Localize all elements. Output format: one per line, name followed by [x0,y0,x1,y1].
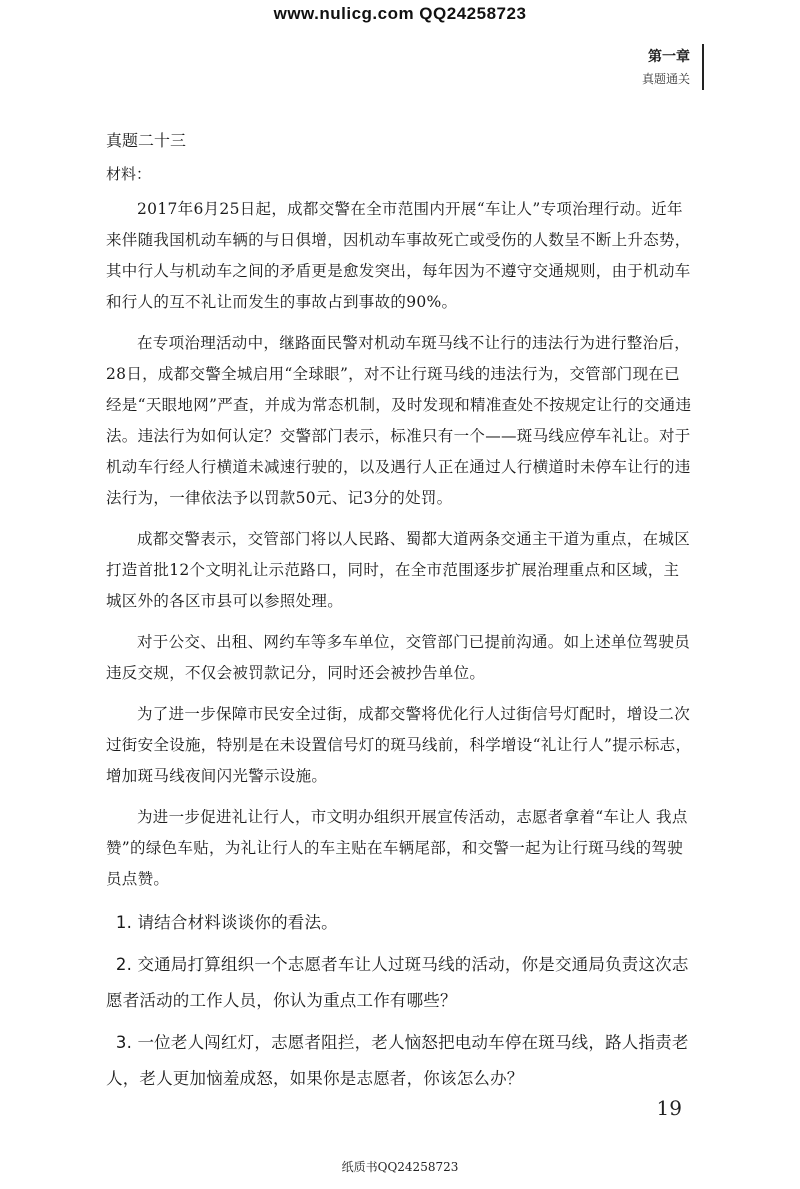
page-content [106,128,694,1103]
question-item: 1. 请结合材料谈谈你的看法。 [115,913,338,932]
paragraph: 对于公交、出租、网约车等多车单位，交管部门已提前沟通。如上述单位驾驶员违反交规，不仅会被罚款记分，同时还会被抄告单位。 [106,633,691,682]
exam-title: 真题二十三 [106,131,187,150]
paragraph: 2017年6月25日起，成都交警在全市范围内开展“车让人”专项治理行动。近年来伴随我国机动车辆的与日俱增，因机动车事故死亡或受伤的人数呈不断上升态势，其中行人与机动车之间的矛盾更是愈发突出，每年因为不遵守交通规则，由于机动车和行人的互不礼让而发生的事故占到事故的90%。 [106,200,691,311]
top-watermark: www.nulicg.com QQ24258723 [273,4,527,23]
question-list [106,905,694,1097]
bottom-watermark: 纸质书QQ24258723 [341,1160,459,1174]
chapter-label: 第一章 [648,49,690,65]
question-item: 3. 一位老人闯红灯，志愿者阻拦，老人恼怒把电动车停在斑马线，路人指责老人，老人更加恼羞成怒，如果你是志愿者，你该怎么办？ [106,1033,689,1088]
material-label: 材料： [106,165,152,183]
paragraph: 在专项治理活动中，继路面民警对机动车斑马线不让行的违法行为进行整治后，28日，成都交警全城启用“全球眼”，对不让行斑马线的违法行为，交管部门现在已经是“天眼地网”严查，并成为常态机制，及时发现和精准查处不按规定让行的交通违法。违法行为如何认定？交警部门表示，标准只有一个——斑马线应停车礼让。对于机动车行经人行横道未减速行驶的，以及遇行人正在通过人行横道时未停车让行的违法行为，一律依法予以罚款50元、记3分的处罚。 [106,334,692,507]
paragraph: 为进一步促进礼让行人，市文明办组织开展宣传活动，志愿者拿着“车让人 我点赞”的绿色车贴，为礼让行人的车主贴在车辆尾部，和交警一起为让行斑马线的驾驶员点赞。 [106,808,688,888]
question-item: 2. 交通局打算组织一个志愿者车让人过斑马线的活动，你是交通局负责这次志愿者活动的工作人员，你认为重点工作有哪些？ [106,955,689,1010]
running-head [642,46,690,90]
paragraph: 成都交警表示，交管部门将以人民路、蜀都大道两条交通主干道为重点，在城区打造首批12个文明礼让示范路口，同时，在全市范围逐步扩展治理重点和区域，主城区外的各区市县可以参照处理。 [106,530,691,610]
paragraph: 为了进一步保障市民安全过街，成都交警将优化行人过街信号灯配时，增设二次过街安全设施，特别是在未设置信号灯的斑马线前，科学增设“礼让行人”提示标志，增加斑马线夜间闪光警示设施。 [106,705,692,785]
running-head-rule [702,44,704,90]
section-label: 真题通关 [641,72,690,86]
page-number: 19 [656,1096,682,1120]
